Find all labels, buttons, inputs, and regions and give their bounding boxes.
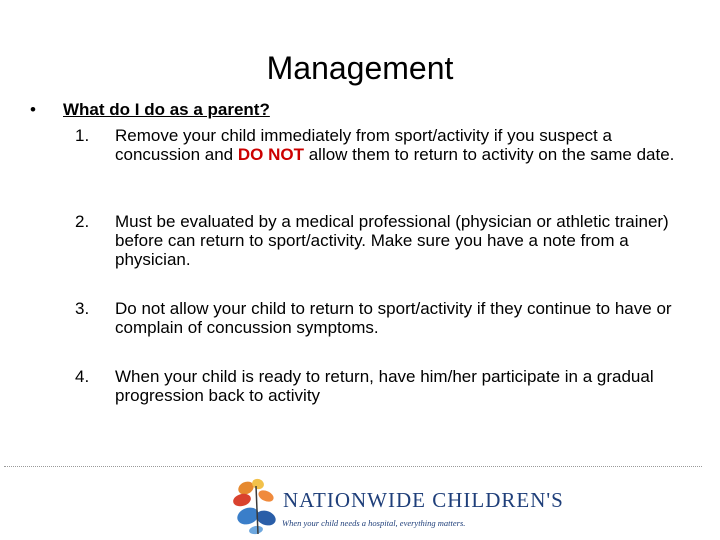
slide-title: Management bbox=[266, 50, 454, 86]
item-text-part: allow them to return to activity on the same date. bbox=[303, 145, 675, 164]
item-text bbox=[115, 126, 685, 164]
logo-text: NATIONWIDE CHILDREN'S bbox=[283, 488, 564, 512]
item-text: Do not allow your child to return to sport/activity if they continue to have or complain of concussion symptoms. bbox=[115, 299, 672, 337]
item-text: Must be evaluated by a medical professional (physician or athletic trainer) before can return to sport/activity. Make sure you have a note from a physician. bbox=[115, 212, 669, 269]
footer-divider bbox=[4, 466, 702, 467]
logo-tagline: When your child needs a hospital, everything matters. bbox=[282, 518, 466, 528]
item-number: 3. bbox=[75, 299, 90, 318]
do-not-emphasis: DO NOT bbox=[237, 145, 304, 164]
nationwide-childrens-logo bbox=[228, 474, 564, 536]
butterfly-icon bbox=[228, 474, 288, 536]
bullet-dot: • bbox=[30, 100, 36, 119]
bullet-text: What do I do as a parent? bbox=[63, 100, 270, 119]
item-number: 4. bbox=[75, 367, 90, 386]
item-number: 2. bbox=[75, 212, 90, 231]
item-text-part: Remove your child immediately from sport/activity if you suspect a concussion and bbox=[115, 126, 612, 164]
bullet-question bbox=[30, 100, 270, 120]
item-text: When your child is ready to return, have him/her participate in a gradual progression back to activity bbox=[115, 367, 654, 405]
item-number: 1. bbox=[75, 126, 90, 145]
